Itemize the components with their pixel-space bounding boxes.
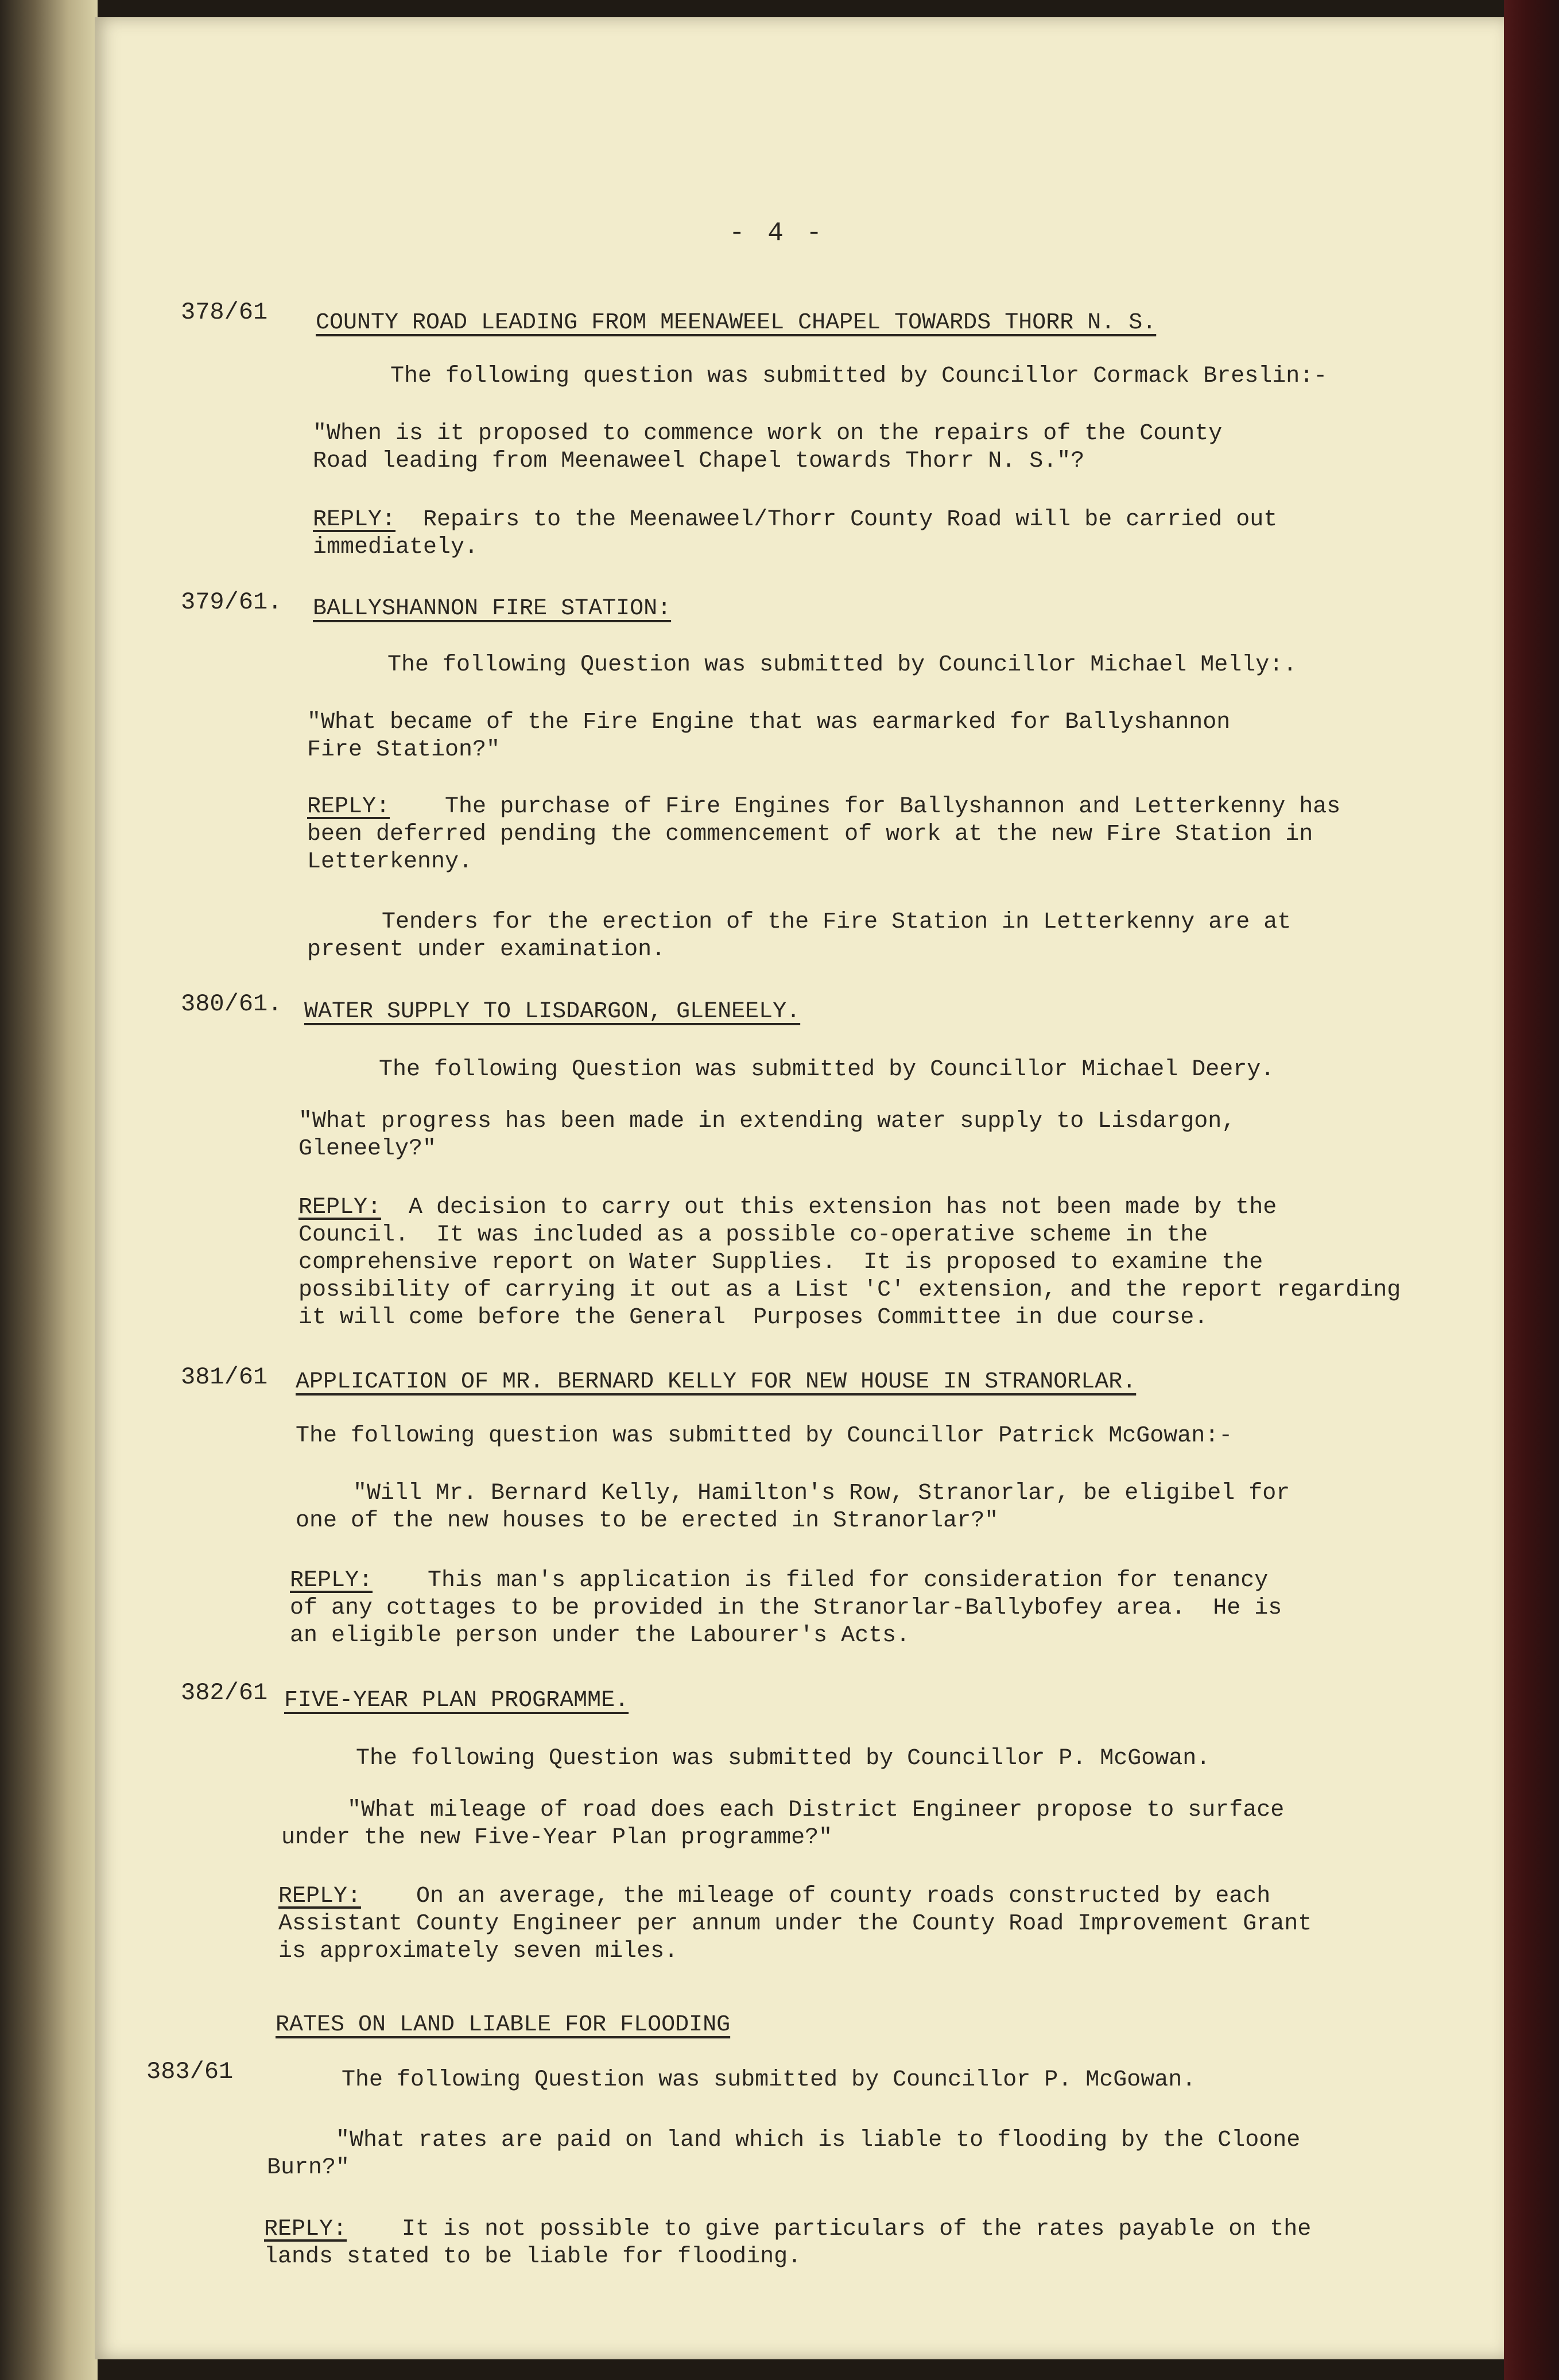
item-question: "When is it proposed to commence work on the repairs of the County Road leading from Meenaweel Chapel towards Thorr N. S."? <box>313 421 1223 474</box>
item-heading: WATER SUPPLY TO LISDARGON, GLENEELY. <box>304 999 801 1025</box>
reply-label: REPLY: <box>278 1883 362 1909</box>
reply-label: REPLY: <box>290 1568 373 1594</box>
item-intro: The following Question was submitted by Councillor P. McGowan. <box>356 1746 1211 1772</box>
item-number: 382/61 <box>181 1679 268 1707</box>
reply-label: REPLY: <box>298 1195 382 1220</box>
item-reply <box>264 2216 1311 2271</box>
item-number: 378/61 <box>181 299 268 326</box>
item-question: "What became of the Fire Engine that was earmarked for Ballyshannon Fire Station?" <box>307 710 1231 763</box>
item-reply <box>298 1194 1401 1332</box>
reply-label: REPLY: <box>264 2216 347 2242</box>
item-number: 383/61 <box>146 2058 234 2086</box>
book-binding-left <box>0 0 98 2380</box>
item-intro: The following Question was submitted by Councillor Michael Deery. <box>379 1057 1275 1083</box>
item-reply <box>313 506 1277 561</box>
item-number: 380/61. <box>181 990 282 1018</box>
item-reply <box>278 1883 1312 1966</box>
item-intro: The following question was submitted by Councillor Cormack Breslin:- <box>390 363 1328 389</box>
item-number: 379/61. <box>181 588 282 616</box>
reply-text: The purchase of Fire Engines for Ballyshannon and Letterkenny has been deferred pending the commencement of work at the new Fire Station in Letterkenny. <box>307 794 1341 875</box>
reply-text: A decision to carry out this extension has not been made by the Council. It was included as a possible co-operative scheme in the comprehensive report on Water Supplies. It is proposed to examine the possibility of carrying it out as a List 'C' extension, and the report regarding it will come before the General Purposes Committee in due course. <box>298 1195 1401 1331</box>
item-heading: COUNTY ROAD LEADING FROM MEENAWEEL CHAPEL TOWARDS THORR N. S. <box>316 310 1157 336</box>
page-number: - 4 - <box>729 218 826 248</box>
reply-text: On an average, the mileage of county roads constructed by each Assistant County Engineer per annum under the County Road Improvement Grant is approximately seven miles. <box>278 1883 1312 1964</box>
item-question: "Will Mr. Bernard Kelly, Hamilton's Row, Stranorlar, be eligibel for one of the new houses to be erected in Stranorlar?" <box>296 1480 1290 1534</box>
item-intro: The following Question was submitted by Councillor Michael Melly:. <box>387 652 1297 678</box>
item-question: "What mileage of road does each District Engineer propose to surface under the new Five-Year Plan programme?" <box>281 1797 1285 1851</box>
item-reply <box>307 793 1340 876</box>
reply-label: REPLY: <box>307 794 390 820</box>
item-intro: The following Question was submitted by Councillor P. McGowan. <box>342 2067 1196 2093</box>
item-extra: Tenders for the erection of the Fire Station in Letterkenny are at present under examination. <box>307 909 1292 963</box>
book-binding-right <box>1504 0 1559 2380</box>
reply-text: It is not possible to give particulars of the rates payable on the lands stated to be liable for flooding. <box>264 2216 1312 2270</box>
item-intro: The following question was submitted by Councillor Patrick McGowan:- <box>296 1423 1233 1449</box>
reply-text: This man's application is filed for consideration for tenancy of any cottages to be provided in the Stranorlar-Ballybofey area. He is an eligible person under the Labourer's Acts. <box>290 1568 1282 1649</box>
item-heading: RATES ON LAND LIABLE FOR FLOODING <box>276 2012 731 2038</box>
reply-label: REPLY: <box>313 507 396 533</box>
reply-text: Repairs to the Meenaweel/Thorr County Road will be carried out immediately. <box>313 507 1278 560</box>
item-heading: APPLICATION OF MR. BERNARD KELLY FOR NEW HOUSE IN STRANORLAR. <box>296 1369 1137 1395</box>
item-number: 381/61 <box>181 1363 268 1391</box>
item-heading: FIVE-YEAR PLAN PROGRAMME. <box>284 1688 629 1714</box>
item-heading: BALLYSHANNON FIRE STATION: <box>313 596 672 622</box>
item-question: "What progress has been made in extending water supply to Lisdargon, Gleneely?" <box>298 1108 1236 1162</box>
item-question: "What rates are paid on land which is liable to flooding by the Cloone Burn?" <box>267 2127 1301 2181</box>
item-reply <box>290 1567 1282 1650</box>
